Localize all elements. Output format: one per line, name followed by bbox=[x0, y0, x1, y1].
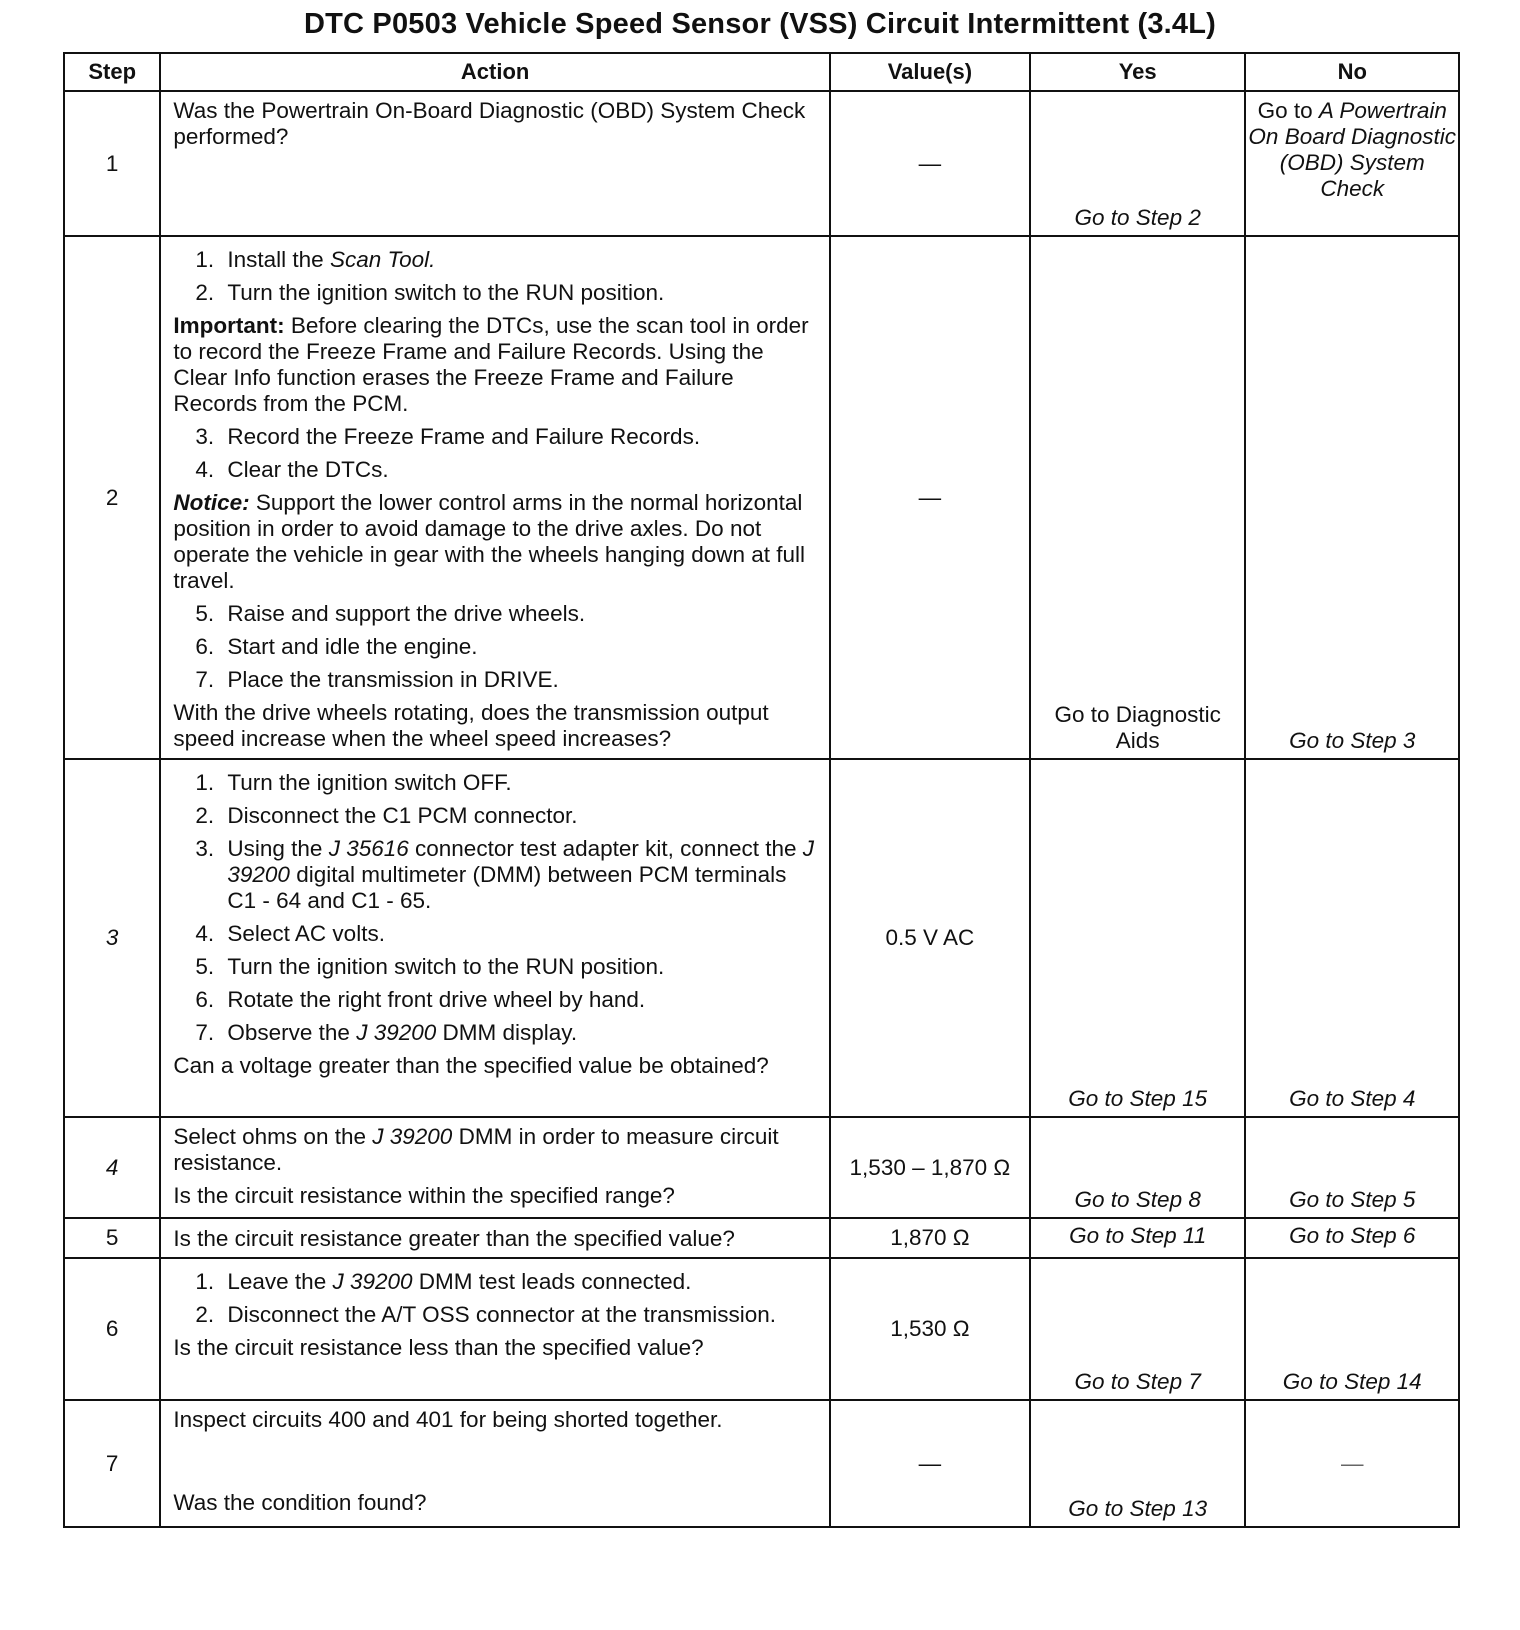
notice-note: Notice: Support the lower control arms in the normal horizontal position in order to avoid damage to the drive axles. Do not operate the vehicle in gear with the wheels hanging down at full travel. bbox=[173, 490, 806, 593]
table-row bbox=[64, 1258, 1459, 1400]
no-cell: — bbox=[1245, 1400, 1459, 1527]
list-item: 7. Place the transmission in DRIVE. bbox=[195, 667, 559, 692]
list-item: 6. Rotate the right front drive wheel by hand. bbox=[195, 987, 646, 1012]
question-text: Is the circuit resistance within the specified range? bbox=[173, 1183, 675, 1208]
action-cell bbox=[160, 1117, 830, 1218]
action-cell bbox=[160, 236, 830, 759]
no-cell bbox=[1245, 91, 1459, 236]
no-cell: Go to Step 3 bbox=[1245, 236, 1459, 759]
no-cell: Go to Step 14 bbox=[1245, 1258, 1459, 1400]
yes-cell: Go to Step 8 bbox=[1030, 1117, 1246, 1218]
list-item: 6. Start and idle the engine. bbox=[195, 634, 478, 659]
yes-cell: Go to Step 15 bbox=[1030, 759, 1246, 1117]
table-row bbox=[64, 759, 1459, 1117]
action-cell bbox=[160, 1400, 830, 1527]
no-link: A Powertrain On Board Diagnostic (OBD) System Check bbox=[1248, 98, 1457, 201]
step-number: 4 bbox=[64, 1117, 160, 1218]
table-row bbox=[64, 236, 1459, 759]
value-cell: — bbox=[830, 91, 1030, 236]
header-action: Action bbox=[160, 53, 830, 91]
value-cell: 1,530 – 1,870 Ω bbox=[830, 1117, 1030, 1218]
instruction-list bbox=[173, 247, 817, 306]
table-row bbox=[64, 91, 1459, 236]
action-text: Was the Powertrain On-Board Diagnostic (OBD) System Check performed? bbox=[173, 98, 806, 149]
value-cell: — bbox=[830, 1400, 1030, 1527]
diagnostic-table bbox=[63, 52, 1460, 1528]
value-cell: — bbox=[830, 236, 1030, 759]
list-item: 7. Observe the J 39200 DMM display. bbox=[195, 1020, 578, 1045]
list-item: 5. Turn the ignition switch to the RUN position. bbox=[195, 954, 665, 979]
step-number: 7 bbox=[64, 1400, 160, 1527]
table-row bbox=[64, 1117, 1459, 1218]
list-item: 1. Turn the ignition switch OFF. bbox=[195, 770, 512, 795]
instruction-list bbox=[173, 424, 817, 483]
header-row bbox=[64, 53, 1459, 91]
question-text: Was the condition found? bbox=[173, 1490, 427, 1515]
header-no: No bbox=[1245, 53, 1459, 91]
step-number: 2 bbox=[64, 236, 160, 759]
step-number: 1 bbox=[64, 91, 160, 236]
list-item: 2. Disconnect the C1 PCM connector. bbox=[195, 803, 578, 828]
page-title: DTC P0503 Vehicle Speed Sensor (VSS) Circuit Intermittent (3.4L) bbox=[303, 8, 1217, 40]
list-item: 3. Record the Freeze Frame and Failure Records. bbox=[195, 424, 701, 449]
action-cell bbox=[160, 759, 830, 1117]
list-item: 2. Turn the ignition switch to the RUN position. bbox=[195, 280, 665, 305]
step-number: 5 bbox=[64, 1218, 160, 1258]
yes-cell: Go to Step 11 bbox=[1030, 1218, 1246, 1258]
list-item: 2. Disconnect the A/T OSS connector at the transmission. bbox=[195, 1302, 776, 1327]
list-item: 3. Using the J 35616 connector test adapter kit, connect the J 39200 digital multimeter (DMM) between PCM terminals C1 - 64 and C1 - 65. bbox=[195, 836, 814, 913]
action-text: Select ohms on the J 39200 DMM in order to measure circuit resistance. bbox=[173, 1124, 779, 1175]
list-item: 4. Clear the DTCs. bbox=[195, 457, 389, 482]
yes-cell: Go to Step 2 bbox=[1030, 91, 1246, 236]
question-text: Is the circuit resistance less than the specified value? bbox=[173, 1335, 704, 1360]
table-row bbox=[64, 1218, 1459, 1258]
question-text: Can a voltage greater than the specified value be obtained? bbox=[173, 1053, 769, 1078]
list-item: 5. Raise and support the drive wheels. bbox=[195, 601, 586, 626]
list-item: 4. Select AC volts. bbox=[195, 921, 385, 946]
important-note: Important: Before clearing the DTCs, use the scan tool in order to record the Freeze Frame and Failure Records. Using the Clear Info function erases the Freeze Frame and Failure Records from the PCM. bbox=[173, 313, 809, 416]
header-step: Step bbox=[64, 53, 160, 91]
list-item: 1. Install the Scan Tool. bbox=[195, 247, 436, 272]
action-cell bbox=[160, 1218, 830, 1258]
question-text: Is the circuit resistance greater than the specified value? bbox=[173, 1226, 735, 1251]
instruction-list bbox=[173, 601, 817, 693]
header-values: Value(s) bbox=[830, 53, 1030, 91]
action-cell bbox=[160, 1258, 830, 1400]
yes-cell: Go to Diagnostic Aids bbox=[1030, 236, 1246, 759]
yes-cell: Go to Step 7 bbox=[1030, 1258, 1246, 1400]
step-number: 3 bbox=[64, 759, 160, 1117]
yes-cell: Go to Step 13 bbox=[1030, 1400, 1246, 1527]
no-cell: Go to Step 6 bbox=[1245, 1218, 1459, 1258]
value-cell: 1,530 Ω bbox=[830, 1258, 1030, 1400]
action-cell bbox=[160, 91, 830, 236]
instruction-list bbox=[173, 770, 817, 1046]
step-number: 6 bbox=[64, 1258, 160, 1400]
header-yes: Yes bbox=[1030, 53, 1246, 91]
no-cell: Go to Step 5 bbox=[1245, 1117, 1459, 1218]
no-prefix: Go to bbox=[1257, 98, 1313, 123]
question-text: With the drive wheels rotating, does the transmission output speed increase when the wheel speed increases? bbox=[173, 700, 769, 751]
list-item: 1. Leave the J 39200 DMM test leads connected. bbox=[195, 1269, 692, 1294]
value-cell: 0.5 V AC bbox=[830, 759, 1030, 1117]
action-text: Inspect circuits 400 and 401 for being shorted together. bbox=[173, 1407, 723, 1432]
instruction-list bbox=[173, 1269, 817, 1328]
table-row bbox=[64, 1400, 1459, 1527]
no-cell: Go to Step 4 bbox=[1245, 759, 1459, 1117]
value-cell: 1,870 Ω bbox=[830, 1218, 1030, 1258]
